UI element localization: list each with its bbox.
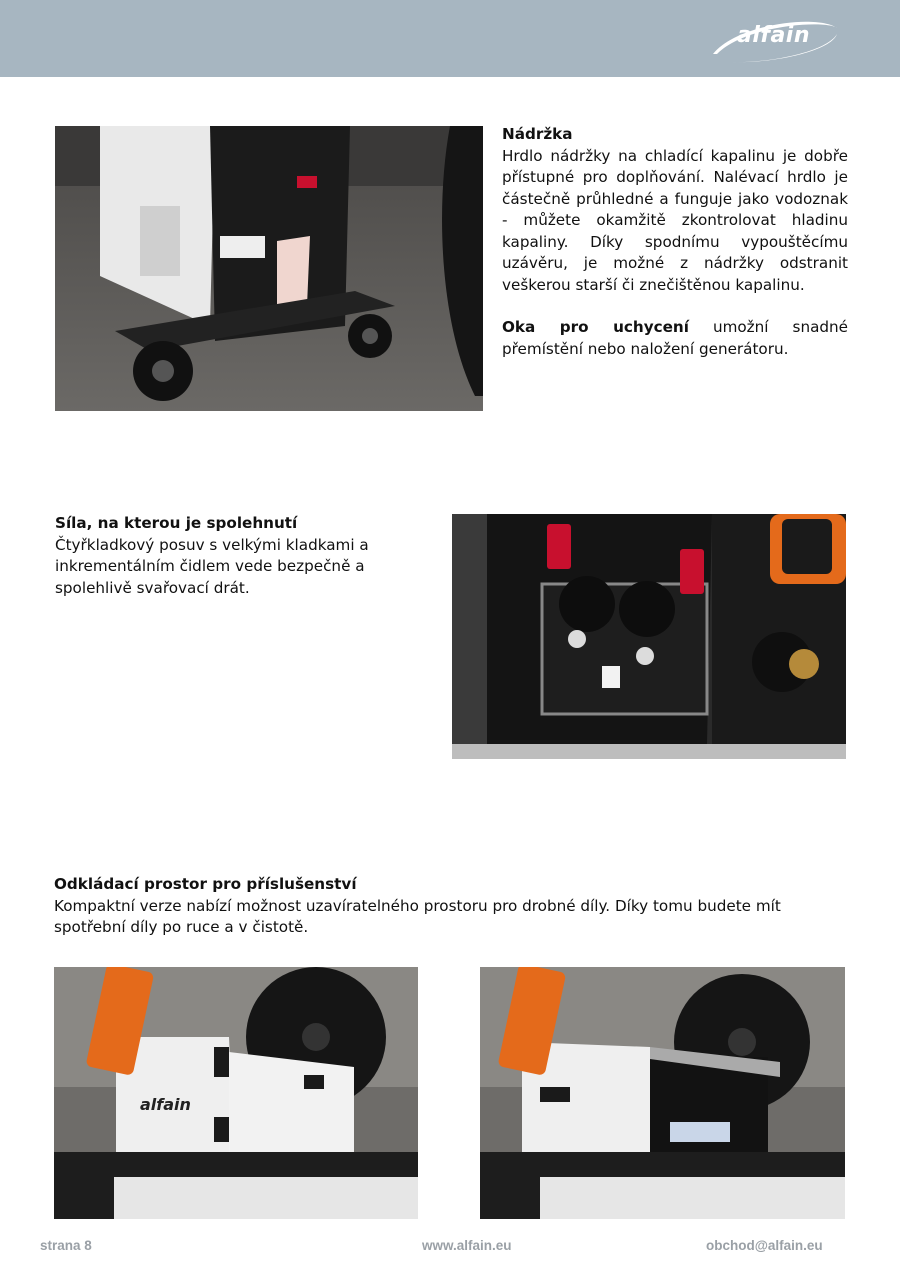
tank-section-body: Hrdlo nádržky na chladící kapalinu je dobře přístupné pro doplňování. Nalévací hrdlo je částečně průhledné a funguje jako vodoznak - můžete okamžitě zkontrolovat hladinu kapaliny. Díky spodnímu vypouštěcímu uzávěru, je možné z nádržky odstranit veškerou starší či znečištěnou kapalinu. — [502, 146, 848, 294]
alfain-logo — [707, 14, 842, 66]
page-header — [0, 0, 900, 77]
feeder-section-title: Síla, na kterou je spolehnutí — [55, 514, 298, 532]
storage-section-title: Odkládací prostor pro příslušenství — [54, 875, 357, 893]
storage-section-body: Kompaktní verze nabízí možnost uzavíratelného prostoru pro drobné díly. Díky tomu budete mít spotřební díly po ruce a v čistotě. — [54, 896, 781, 936]
storage-open-photo — [480, 967, 845, 1219]
storage-closed-photo — [54, 967, 418, 1219]
storage-photo-logo: alfain — [140, 1095, 191, 1114]
wire-feeder-photo — [452, 514, 846, 759]
storage-section — [54, 874, 844, 960]
logo-text: alfain — [737, 23, 811, 48]
footer-email-link[interactable]: obchod@alfain.eu — [706, 1238, 823, 1253]
coolant-tank-photo — [55, 126, 483, 411]
tank-section-title: Nádržka — [502, 125, 573, 143]
feeder-section — [55, 513, 435, 620]
footer-website-link[interactable]: www.alfain.eu — [422, 1238, 512, 1253]
lift-eyes-title: Oka pro uchycení — [502, 318, 689, 336]
lift-eyes-body: umožní snadné přemístění nebo naložení generátoru. — [502, 318, 848, 358]
feeder-section-body: Čtyřkladkový posuv s velkými kladkami a inkrementálním čidlem vede bezpečně a spolehlivě svařovací drát. — [55, 535, 369, 597]
lift-eyes-paragraph — [502, 317, 848, 360]
footer-page-number: strana 8 — [40, 1238, 92, 1253]
tank-section — [502, 124, 848, 381]
